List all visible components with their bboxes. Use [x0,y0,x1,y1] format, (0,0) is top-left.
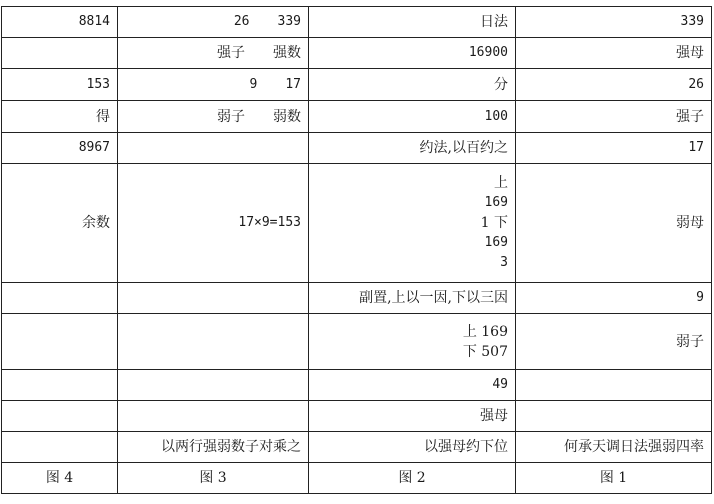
table-row [2,38,712,69]
cell-fig3 [118,133,309,164]
cell-fig2: 以强母约下位 [309,432,516,463]
stacked-lines [316,173,508,273]
cell-fig1: 弱子 [516,314,712,370]
table-row [2,432,712,463]
line: 上 169 [462,323,508,340]
cell-fig4: 余数 [2,164,118,283]
cell-fig4 [2,432,118,463]
cell-fig4: 得 [2,101,118,133]
cell-fig2: 副置,上以一因,下以三因 [309,283,516,314]
line: 169 [484,195,508,210]
cell-fig3 [118,370,309,401]
figure-label-1: 图 1 [516,463,712,494]
cell-fig4: 8967 [2,133,118,164]
cell-right: 339 [277,14,301,29]
stacked-lines [316,322,508,362]
cell-fig1 [516,401,712,432]
table-row [2,370,712,401]
figure-label-2: 图 2 [309,463,516,494]
cell-fig3 [118,314,309,370]
cell-pair [125,75,301,95]
cell-fig3 [118,283,309,314]
cell-fig4: 153 [2,69,118,101]
cell-pair [125,107,301,127]
cell-fig2: 分 [309,69,516,101]
cell-fig2: 100 [309,101,516,133]
cell-fig3: 以两行强弱数子对乘之 [118,432,309,463]
cell-fig2: 日法 [309,7,516,38]
cell-fig2: 强母 [309,401,516,432]
cell-fig4: 8814 [2,7,118,38]
cell-fig1 [516,370,712,401]
cell-fig4 [2,401,118,432]
cell-fig2: 约法,以百约之 [309,133,516,164]
cell-fig2 [309,164,516,283]
table-row [2,133,712,164]
cell-fig1: 339 [516,7,712,38]
cell-pair [125,43,301,63]
table-row [2,69,712,101]
cell-right: 17 [285,76,301,92]
figure-label-row [2,463,712,494]
cell-fig1: 26 [516,69,712,101]
cell-fig4 [2,38,118,69]
cell-fig3: 17×9=153 [118,164,309,283]
line: 下 507 [462,343,508,360]
cell-fig3 [118,38,309,69]
cell-fig1: 强母 [516,38,712,69]
table-row [2,101,712,133]
cell-pair [125,12,301,32]
line: 1 下 [480,215,508,231]
table-row [2,164,712,283]
calculation-table [1,6,712,494]
cell-fig4 [2,314,118,370]
cell-fig4 [2,370,118,401]
cell-fig1: 弱母 [516,164,712,283]
table-row [2,7,712,38]
table-row [2,401,712,432]
figure-label-4: 图 4 [2,463,118,494]
line: 169 [484,235,508,250]
line: 3 [500,255,508,270]
cell-right: 弱数 [273,108,301,125]
cell-fig3 [118,69,309,101]
cell-fig1: 9 [516,283,712,314]
cell-fig3 [118,401,309,432]
cell-fig4 [2,283,118,314]
figure-label-3: 图 3 [118,463,309,494]
cell-fig2: 16900 [309,38,516,69]
table-row [2,283,712,314]
cell-left: 9 [249,76,258,92]
cell-fig2: 49 [309,370,516,401]
cell-fig1: 何承天调日法强弱四率 [516,432,712,463]
cell-fig1: 强子 [516,101,712,133]
cell-left: 26 [233,14,250,29]
cell-left: 强子 [217,45,245,61]
line: 上 [494,175,508,191]
cell-left: 弱子 [217,108,245,125]
cell-fig3 [118,7,309,38]
cell-fig3 [118,101,309,133]
table-row [2,314,712,370]
cell-fig2 [309,314,516,370]
cell-fig1: 17 [516,133,712,164]
cell-right: 强数 [273,45,301,61]
